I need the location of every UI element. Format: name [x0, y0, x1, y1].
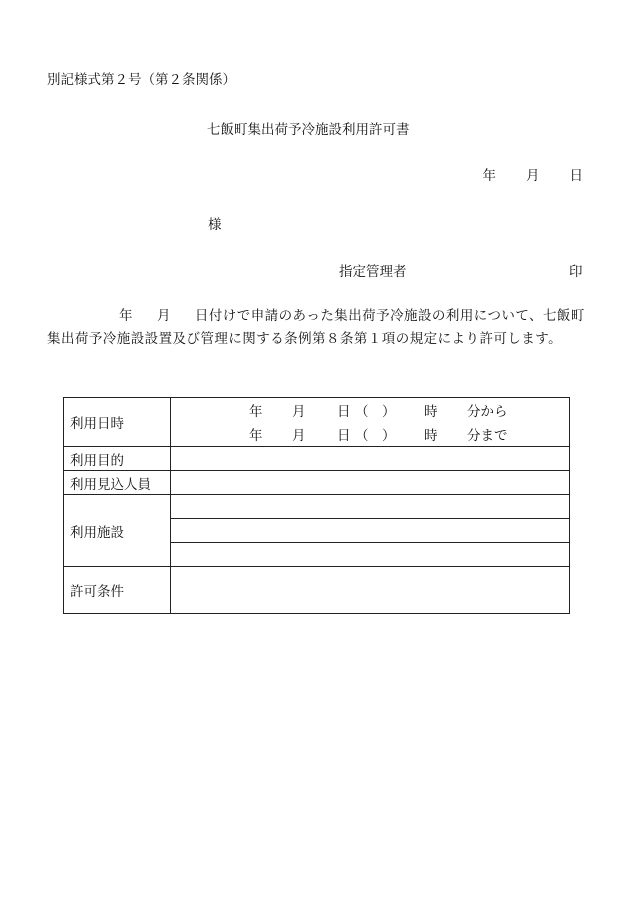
form-number: 別記様式第２号（第２条関係） [47, 72, 236, 88]
from-hour: 時 [424, 404, 438, 420]
facility-label: 利用施設 [64, 495, 171, 567]
to-weekday: （ ） [355, 428, 396, 444]
to-year: 年 [249, 428, 263, 444]
table-row-conditions [64, 567, 570, 614]
date-month-label: 月 [526, 168, 540, 184]
date-spacer [540, 164, 570, 184]
from-year: 年 [249, 404, 263, 420]
statement-month: 月 [156, 308, 171, 324]
datetime-from-cell [171, 398, 570, 423]
to-minute: 分まで [467, 428, 508, 444]
facility-value-1 [171, 495, 570, 519]
to-month: 月 [292, 428, 306, 444]
date-spacer [496, 164, 526, 184]
conditions-value [171, 567, 570, 614]
table-row-facility [64, 495, 570, 519]
purpose-label: 利用目的 [64, 447, 171, 471]
seal-mark: 印 [569, 264, 583, 280]
addressee-honorific: 様 [208, 217, 222, 233]
table-row-purpose [64, 447, 570, 471]
from-month: 月 [292, 404, 306, 420]
table-row-people [64, 471, 570, 495]
to-day: 日 [337, 428, 351, 444]
table-row-datetime [64, 398, 570, 423]
datetime-label: 利用日時 [64, 398, 171, 447]
date-day-label: 日 [569, 168, 583, 184]
datetime-from-line [171, 399, 569, 422]
purpose-value [171, 447, 570, 471]
people-label: 利用見込人員 [64, 471, 171, 495]
permit-details-table [63, 397, 570, 614]
conditions-label: 許可条件 [64, 567, 171, 614]
to-hour: 時 [424, 428, 438, 444]
people-value [171, 471, 570, 495]
datetime-to-line [171, 423, 569, 446]
issue-date-line [483, 164, 584, 184]
statement-text: 日付けで申請のあった集出荷予冷施設の利用について、七飯町集出荷予冷施設設置及び管理に関する条例第８条第１項の規定により許可します。 [47, 308, 585, 347]
from-day: 日 [337, 404, 351, 420]
permission-statement [47, 305, 585, 351]
from-minute: 分から [467, 404, 508, 420]
issuer-label: 指定管理者 [339, 264, 407, 280]
facility-value-2 [171, 519, 570, 543]
statement-year: 年 [119, 308, 133, 324]
from-weekday: （ ） [355, 404, 396, 420]
date-year-label: 年 [482, 168, 496, 184]
document-title: 七飯町集出荷予冷施設利用許可書 [207, 122, 410, 138]
datetime-to-cell [171, 422, 570, 447]
facility-value-3 [171, 543, 570, 567]
